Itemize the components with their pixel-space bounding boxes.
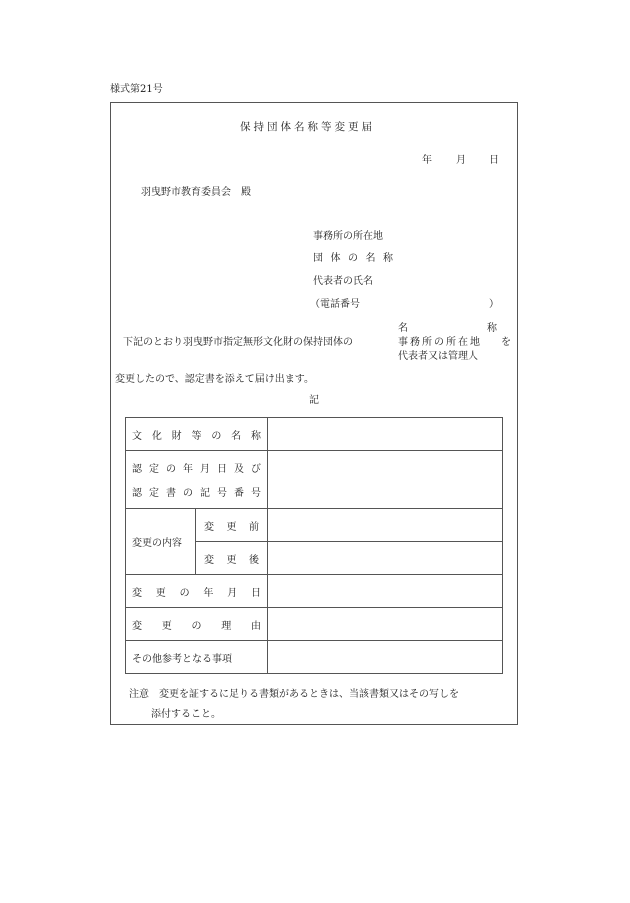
row-label-change-content: 変更の内容 <box>126 509 196 575</box>
table-row <box>126 608 503 641</box>
org-name-char: 団 <box>313 253 323 264</box>
input-heritage-name[interactable] <box>268 418 503 451</box>
info-table <box>125 417 503 674</box>
org-name-char: 名 <box>365 253 376 264</box>
input-change-reason[interactable] <box>268 608 503 641</box>
ki-heading: 記 <box>309 395 319 406</box>
row-label-other: その他参考となる事項 <box>126 641 268 674</box>
row-label-before: 変 更 前 <box>196 509 268 542</box>
org-name-char: 称 <box>383 253 393 264</box>
row-label-after: 変 更 後 <box>196 542 268 575</box>
body-line2: 変更したので、認定書を添えて届け出ます。 <box>115 374 314 385</box>
row-label-heritage-name: 文 化 財 等 の 名 称 <box>126 418 268 451</box>
table-row <box>126 575 503 608</box>
option-office-suffix: を <box>501 337 511 348</box>
table-row <box>126 641 503 674</box>
option-name-char: 名 <box>398 323 408 334</box>
table-row <box>126 451 503 509</box>
table-row <box>126 509 503 542</box>
body-line1-prefix: 下記のとおり羽曳野市指定無形文化財の保持団体の <box>123 337 353 348</box>
input-change-date[interactable] <box>268 575 503 608</box>
row-label-certification: 認 定 の 年 月 日 及 び 認 定 書 の 記 号 番 号 <box>126 451 268 509</box>
representative-label: 代表者の氏名 <box>313 276 373 287</box>
row-label-change-date: 変 更 の 年 月 日 <box>126 575 268 608</box>
date-month: 月 <box>456 155 466 166</box>
recipient: 羽曳野市教育委員会 殿 <box>141 187 251 198</box>
option-name <box>398 319 497 334</box>
org-name-label <box>313 249 393 264</box>
input-before[interactable] <box>268 509 503 542</box>
date-day: 日 <box>489 155 499 166</box>
org-name-char: の <box>348 253 358 264</box>
phone-close: ） <box>489 299 499 310</box>
note-line1: 注意 変更を証するに足りる書類があるときは、当該書類又はその写しを <box>129 689 459 700</box>
input-after[interactable] <box>268 542 503 575</box>
phone-open: （電話番号 <box>310 299 360 310</box>
note-line2: 添付すること。 <box>151 709 221 720</box>
form-title: 保持団体名称等変更届 <box>240 121 375 133</box>
date-year: 年 <box>422 155 432 166</box>
option-name-char: 称 <box>487 323 497 334</box>
option-office: 事務所の所在地 <box>398 337 482 348</box>
org-name-char: 体 <box>330 253 341 264</box>
office-address-label: 事務所の所在地 <box>313 231 383 242</box>
option-representative: 代表者又は管理人 <box>398 351 478 362</box>
row-label-change-reason: 変 更 の 理 由 <box>126 608 268 641</box>
form-number: 様式第21号 <box>110 84 163 95</box>
input-certification[interactable] <box>268 451 503 509</box>
input-other[interactable] <box>268 641 503 674</box>
table-row <box>126 418 503 451</box>
